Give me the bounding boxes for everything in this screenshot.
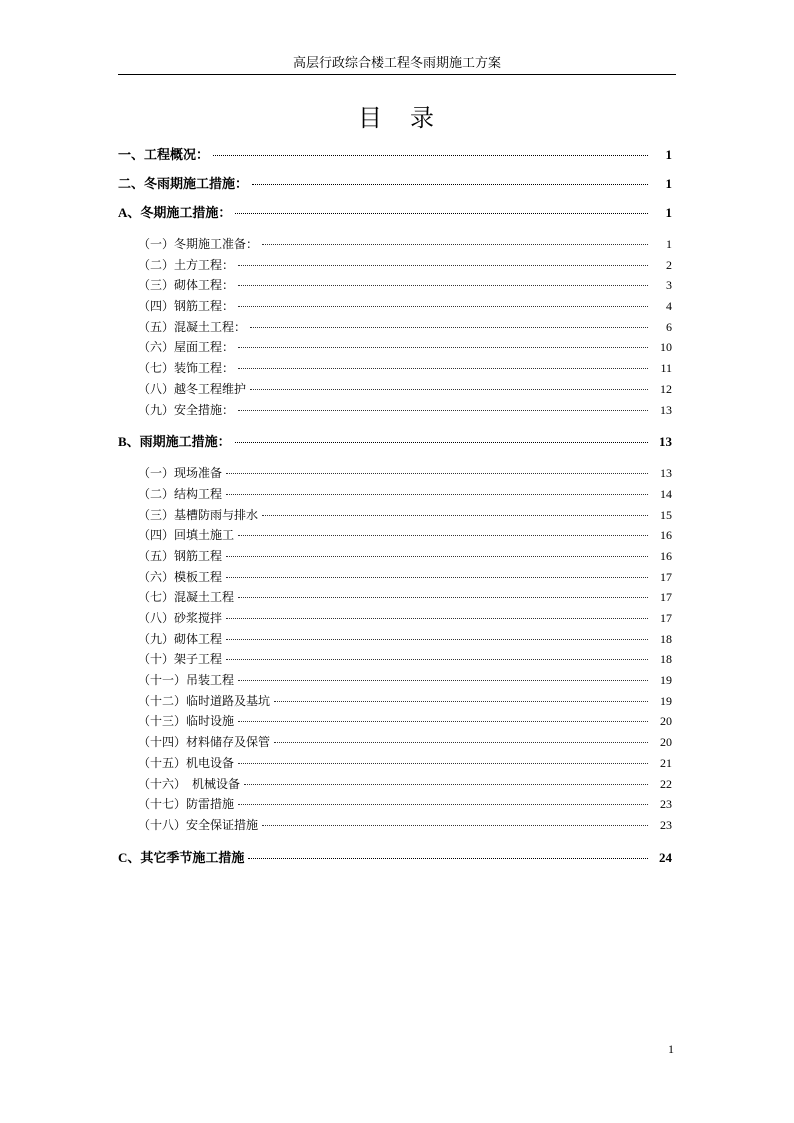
toc-entry-b16[interactable]	[118, 774, 676, 795]
toc-entry-a8[interactable]	[118, 379, 676, 400]
dot-leader	[262, 825, 648, 826]
dot-leader	[238, 410, 648, 411]
toc-entry-label: （九）安全措施：	[138, 402, 235, 417]
dot-leader	[274, 701, 648, 702]
toc-entry-page: 18	[660, 652, 672, 667]
toc-entry-a9[interactable]	[118, 400, 676, 421]
dot-leader	[238, 680, 648, 681]
toc-entry-label: （三）基槽防雨与排水	[138, 507, 259, 522]
toc-entry-page: 24	[659, 849, 672, 865]
toc-entry-a3[interactable]	[118, 275, 676, 296]
toc-entry-b7[interactable]	[118, 587, 676, 608]
toc-entry-page: 1	[665, 147, 672, 162]
dot-leader	[238, 368, 648, 369]
toc-entry-page: 13	[659, 434, 672, 450]
spacer	[118, 227, 676, 234]
toc-entry-b14[interactable]	[118, 732, 676, 753]
toc-entry-b10[interactable]	[118, 649, 676, 670]
toc-entry-label: （十七）防雷措施	[138, 797, 235, 812]
toc-entry-label: （二）结构工程	[138, 486, 223, 501]
toc-entry-page: 12	[660, 381, 672, 396]
toc-entry-page: 13	[660, 402, 672, 417]
toc-entry-page: 19	[660, 693, 672, 708]
toc-entry-label: 一、工程概况：	[118, 147, 210, 162]
toc-entry-label: （五）混凝土工程：	[138, 319, 247, 334]
toc-entry-page: 2	[666, 257, 672, 272]
toc-entry-page: 3	[666, 278, 672, 293]
dot-leader	[235, 442, 648, 443]
toc-entry-label: （十二）临时道路及基坑	[138, 693, 271, 708]
dot-leader	[248, 858, 648, 859]
toc-entry-b8[interactable]	[118, 608, 676, 629]
dot-leader	[250, 327, 648, 328]
toc-entry-page: 1	[665, 176, 672, 191]
dot-leader	[226, 556, 648, 557]
toc-entry-page: 19	[660, 673, 672, 688]
dot-leader	[226, 577, 648, 578]
toc-entry-label: （二）土方工程：	[138, 257, 235, 272]
toc-entry-a7[interactable]	[118, 358, 676, 379]
toc-entry-label: （四）回填土施工	[138, 528, 235, 543]
toc-entry-page: 17	[660, 569, 672, 584]
toc-entry-page: 23	[660, 797, 672, 812]
toc-entry-label: （十四）材料储存及保管	[138, 735, 271, 750]
table-of-contents	[118, 140, 676, 872]
toc-entry-label: （四）钢筋工程：	[138, 299, 235, 314]
toc-entry-page: 21	[660, 755, 672, 770]
dot-leader	[238, 721, 648, 722]
toc-entry-b11[interactable]	[118, 670, 676, 691]
toc-entry-label: A、冬期施工措施：	[118, 205, 232, 220]
dot-leader	[238, 763, 648, 764]
toc-entry-a4[interactable]	[118, 296, 676, 317]
dot-leader	[274, 742, 648, 743]
toc-entry-b18[interactable]	[118, 815, 676, 836]
toc-entry-b3[interactable]	[118, 505, 676, 526]
toc-title: 目 录	[358, 104, 436, 132]
toc-entry-page: 17	[660, 611, 672, 625]
dot-leader	[238, 347, 648, 348]
toc-entry-label: （五）钢筋工程	[138, 548, 223, 563]
dot-leader	[226, 639, 648, 640]
spacer	[118, 456, 676, 463]
toc-entry-page: 17	[660, 590, 672, 605]
toc-entry-b13[interactable]	[118, 711, 676, 732]
toc-entry-b4[interactable]	[118, 525, 676, 546]
dot-leader	[250, 389, 648, 390]
toc-entry-a5[interactable]	[118, 317, 676, 338]
toc-entry-page: 23	[660, 817, 672, 832]
toc-entry-b6[interactable]	[118, 567, 676, 588]
toc-entry-label: （七）混凝土工程	[138, 590, 235, 605]
dot-leader	[238, 265, 648, 266]
toc-entry-page: 13	[660, 466, 672, 481]
toc-entry-label: （九）砌体工程	[138, 631, 223, 646]
page-number: 1	[668, 1042, 674, 1056]
toc-entry-page: 16	[660, 528, 672, 543]
dot-leader	[226, 494, 648, 495]
dot-leader	[226, 618, 648, 619]
dot-leader	[226, 659, 648, 660]
toc-entry-b17[interactable]	[118, 794, 676, 815]
toc-entry-label: （三）砌体工程：	[138, 278, 235, 293]
toc-entry-page: 16	[660, 548, 672, 563]
spacer	[118, 420, 676, 427]
toc-entry-label: （一）冬期施工准备：	[138, 237, 259, 251]
dot-leader	[262, 515, 648, 516]
spacer	[118, 836, 676, 843]
toc-entry-label: （六）屋面工程：	[138, 340, 235, 355]
toc-entry-label: （八）砂浆搅拌	[138, 611, 223, 625]
toc-entry-a6[interactable]	[118, 337, 676, 358]
dot-leader	[238, 285, 648, 286]
toc-entry-b5[interactable]	[118, 546, 676, 567]
toc-entry-page: 1	[665, 205, 672, 220]
toc-entry-page: 14	[660, 486, 672, 501]
toc-entry-label: （十三）临时设施	[138, 714, 235, 729]
toc-entry-b9[interactable]	[118, 629, 676, 650]
toc-entry-page: 6	[666, 319, 672, 334]
toc-entry-page: 10	[660, 340, 672, 355]
toc-entry-a2[interactable]	[118, 255, 676, 276]
toc-entry-label: （八）越冬工程维护	[138, 381, 247, 396]
running-header: 高层行政综合楼工程冬雨期施工方案	[292, 56, 501, 71]
dot-leader	[213, 155, 648, 156]
toc-entry-label: （十六） 机械设备	[138, 776, 241, 791]
toc-entry-page: 4	[666, 299, 672, 314]
dot-leader	[238, 306, 648, 307]
toc-entry-section-c[interactable]	[118, 843, 676, 872]
toc-entry-b15[interactable]	[118, 753, 676, 774]
dot-leader	[262, 244, 648, 245]
toc-entry-page: 20	[660, 735, 672, 750]
toc-entry-section-b[interactable]	[118, 427, 676, 456]
toc-entry-a1[interactable]	[118, 234, 676, 255]
toc-entry-section-2[interactable]	[118, 169, 676, 198]
toc-entry-page: 22	[660, 776, 672, 791]
dot-leader	[235, 213, 648, 214]
toc-entry-b1[interactable]	[118, 463, 676, 484]
toc-entry-label: （六）模板工程	[138, 569, 223, 584]
toc-entry-label: （十八）安全保证措施	[138, 817, 259, 832]
toc-entry-section-a[interactable]	[118, 198, 676, 227]
toc-entry-page: 20	[660, 714, 672, 729]
toc-entry-label: 二、冬雨期施工措施：	[118, 176, 249, 191]
dot-leader	[238, 535, 648, 536]
toc-entry-page: 1	[666, 237, 672, 251]
toc-entry-label: （一）现场准备	[138, 466, 223, 481]
toc-entry-b12[interactable]	[118, 691, 676, 712]
toc-entry-label: （七）装饰工程：	[138, 361, 235, 376]
toc-entry-page: 11	[660, 361, 672, 376]
toc-entry-page: 15	[660, 507, 672, 522]
header-rule	[118, 74, 676, 75]
toc-entry-label: （十一）吊装工程	[138, 673, 235, 688]
dot-leader	[252, 184, 648, 185]
toc-entry-page: 18	[660, 631, 672, 646]
toc-entry-section-1[interactable]	[118, 140, 676, 169]
dot-leader	[226, 473, 648, 474]
toc-entry-label: C、其它季节施工措施	[118, 849, 245, 865]
dot-leader	[244, 784, 648, 785]
toc-entry-label: B、雨期施工措施：	[118, 434, 231, 450]
toc-entry-label: （十五）机电设备	[138, 755, 235, 770]
toc-entry-label: （十）架子工程	[138, 652, 223, 667]
toc-entry-b2[interactable]	[118, 484, 676, 505]
dot-leader	[238, 597, 648, 598]
dot-leader	[238, 804, 648, 805]
